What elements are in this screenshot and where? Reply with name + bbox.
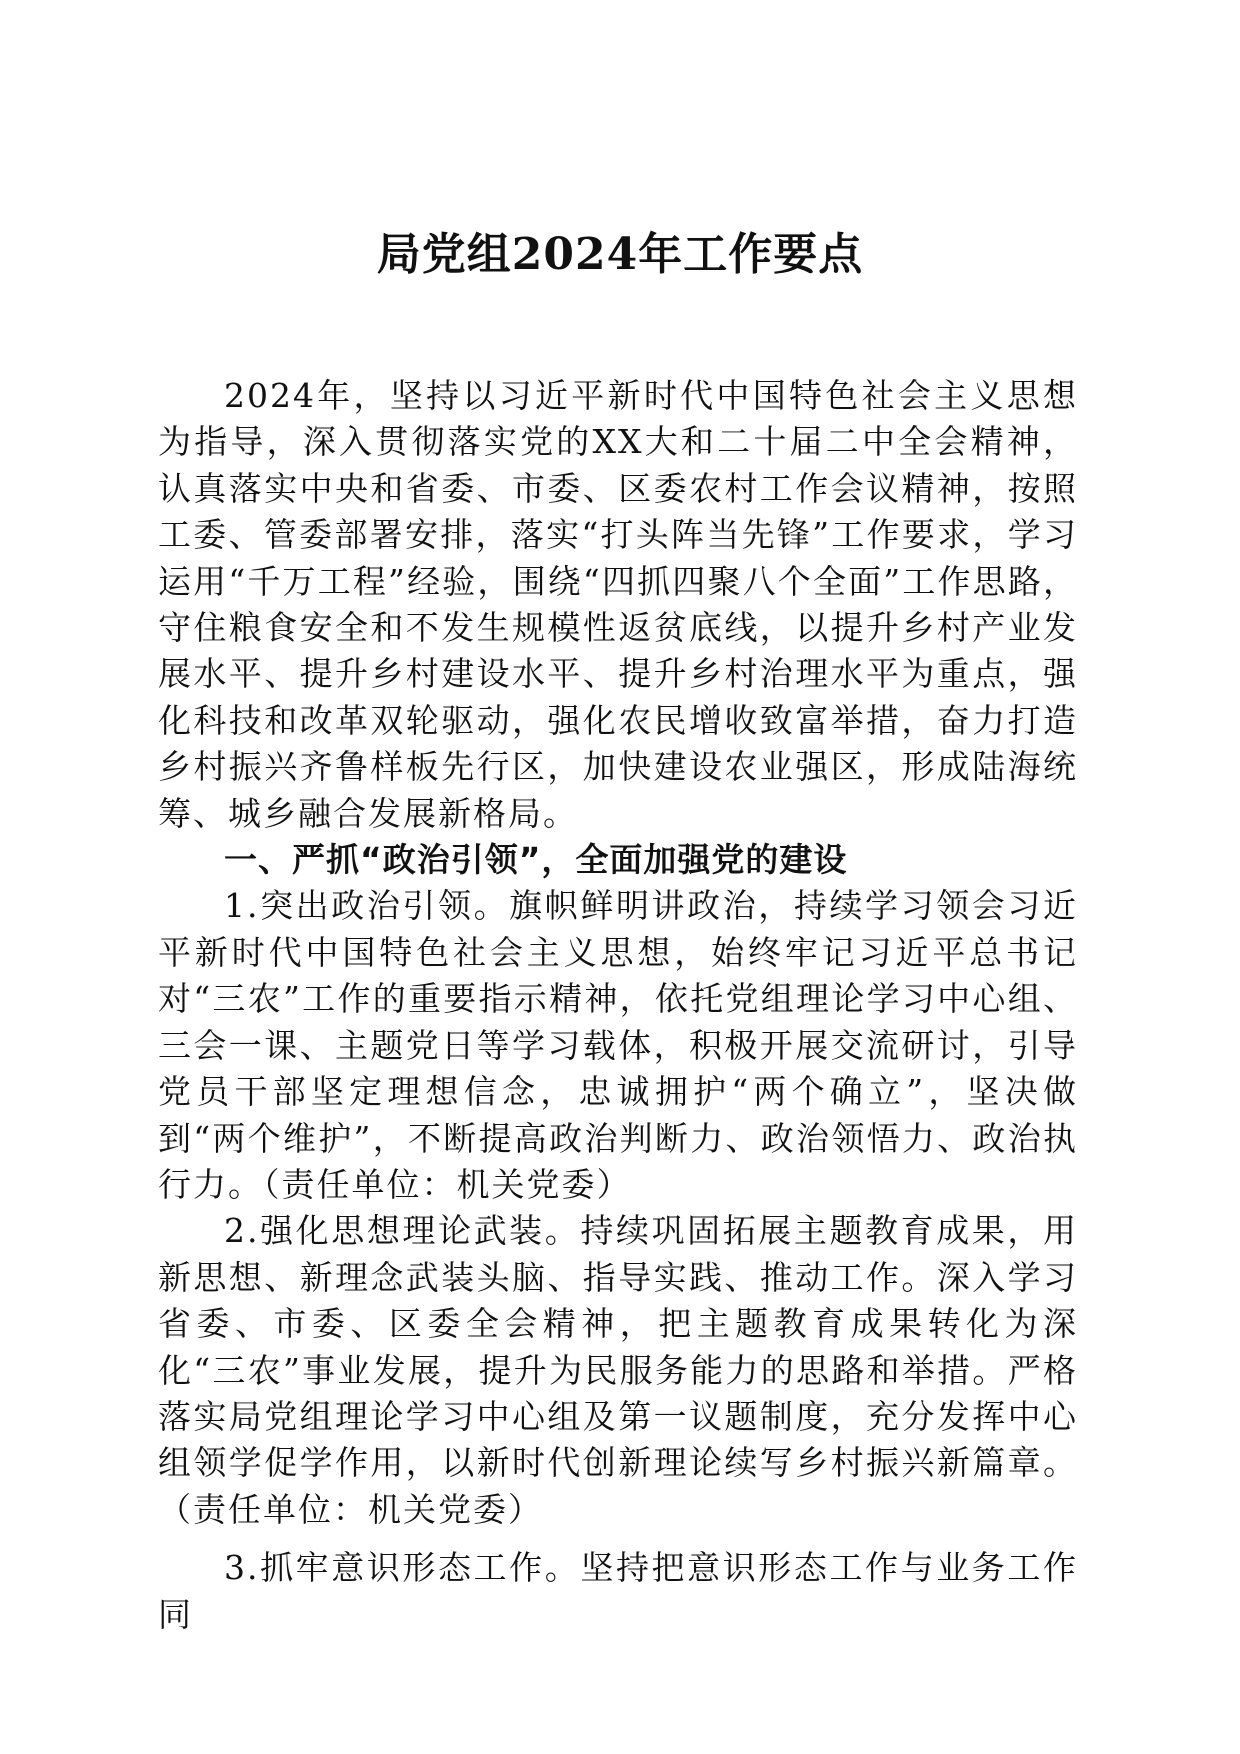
document-title: 局党组2024年工作要点 xyxy=(376,229,864,280)
item-paragraph-1: 1.突出政治引领。旗帜鲜明讲政治，持续学习领会习近平新时代中国特色社会主义思想，始终牢记习近平总书记对“三农”工作的重要指示精神，依托党组理论学习中心组、三会一课、主题党日等学习载体，积极开展交流研讨，引导党员干部坚定理想信念，忠诚拥护“两个确立”，坚决做到“两个维护”，不断提高政治判断力、政治领悟力、政治执行力。（责任单位：机关党委） xyxy=(158,886,1078,1204)
document-body xyxy=(158,373,1078,1638)
intro-paragraph: 2024年，坚持以习近平新时代中国特色社会主义思想为指导，深入贯彻落实党的XX大和二十届二中全会精神，认真落实中央和省委、市委、区委农村工作会议精神，按照工委、管委部署安排，落实“打头阵当先锋”工作要求，学习运用“千万工程”经验，围绕“四抓四聚八个全面”工作思路，守住粮食安全和不发生规模性返贫底线，以提升乡村产业发展水平、提升乡村建设水平、提升乡村治理水平为重点，强化科技和改革双轮驱动，强化农民增收致富举措，奋力打造乡村振兴齐鲁样板先行区，加快建设农业强区，形成陆海统筹、城乡融合发展新格局。 xyxy=(158,376,1078,833)
item-paragraph-2: 2.强化思想理论武装。持续巩固拓展主题教育成果，用新思想、新理念武装头脑、指导实践、推动工作。深入学习省委、市委、区委全会精神，把主题教育成果转化为深化“三农”事业发展，提升为民服务能力的思路和举措。严格落实局党组理论学习中心组及第一议题制度，充分发挥中心组领学促学作用，以新时代创新理论续写乡村振兴新篇章。（责任单位：机关党委） xyxy=(158,1211,1078,1529)
section-heading-1: 一、严抓“政治引领”，全面加强党的建设 xyxy=(224,840,848,880)
item-paragraph-3: 3.抓牢意识形态工作。坚持把意识形态工作与业务工作同 xyxy=(158,1548,1078,1634)
